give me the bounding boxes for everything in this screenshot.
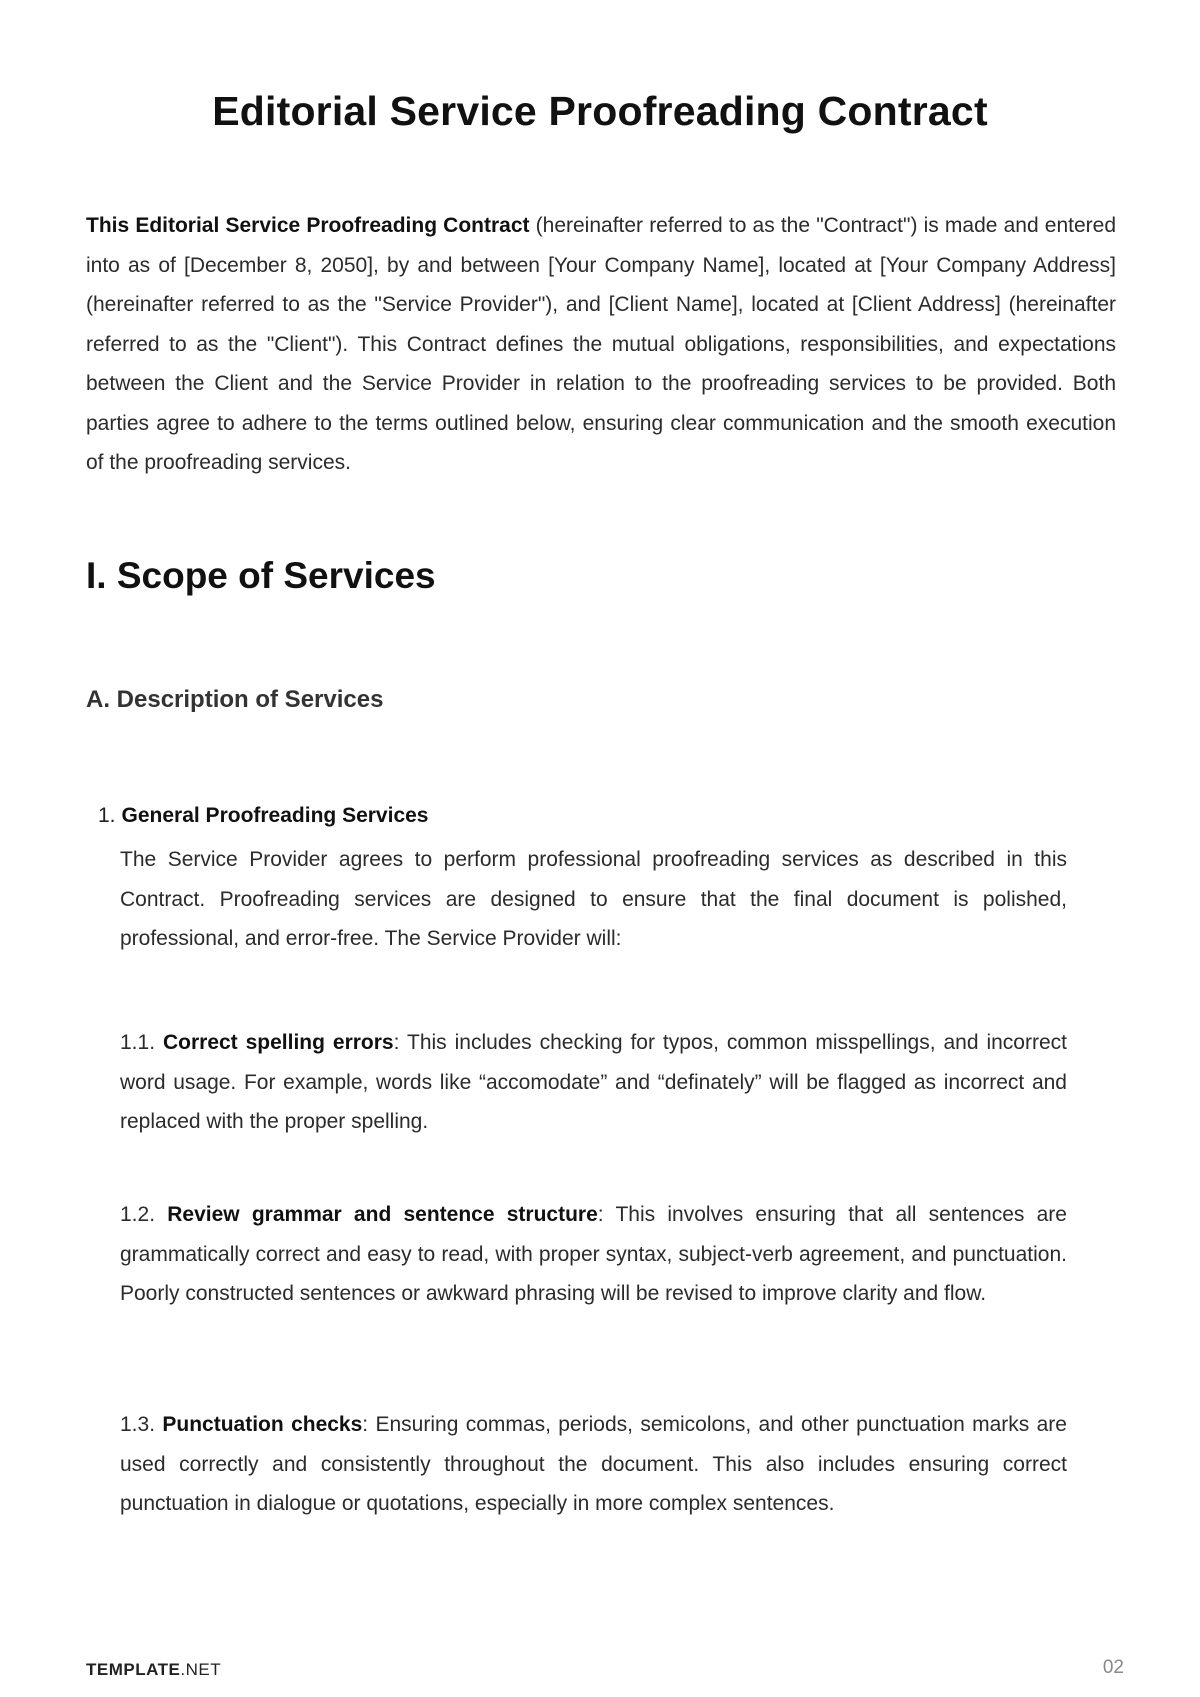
subitem-1-2	[120, 1195, 1067, 1314]
subitem-1-3	[120, 1405, 1067, 1524]
footer-brand: TEMPLATE	[86, 1660, 181, 1679]
intro-text: (hereinafter referred to as the "Contract") is made and entered into as of [December 8, 2050], by and between [Your Company Name], located at [Your Company Address] (hereinafter referred to as the "Service Provider"), and [Client Name], located at [Client Address] (hereinafter referred to as the "Client"). This Contract defines the mutual obligations, responsibilities, and expectations between the Client and the Service Provider in relation to the proofreading services to be provided. Both parties agree to adhere to the terms outlined below, ensuring clear communication and the smooth execution of the proofreading services.	[86, 214, 1116, 474]
subitem-term: Punctuation checks	[162, 1413, 363, 1436]
subitem-text: : This involves ensuring that all sentences are grammatically correct and easy to read, with proper syntax, subject-verb agreement, and punctuation. Poorly constructed sentences or awkward phrasing will be revised to improve clarity and flow.	[120, 1203, 1067, 1305]
item-heading	[98, 804, 428, 828]
footer-tld: .NET	[180, 1660, 222, 1679]
subitem-term: Correct spelling errors	[162, 1031, 394, 1054]
section-heading: I. Scope of Services	[86, 555, 436, 596]
subitem-text: : This includes checking for typos, common misspellings, and incorrect word usage. For example, words like “accomodate” and “definately” will be flagged as incorrect and replaced with the proper spelling.	[120, 1031, 1067, 1133]
subitem-number: 1.2.	[120, 1203, 156, 1226]
page-title: Editorial Service Proofreading Contract	[212, 88, 988, 134]
item-title: General Proofreading Services	[121, 804, 429, 827]
intro-paragraph	[86, 206, 1116, 483]
subitem-number: 1.3.	[120, 1413, 156, 1436]
subitem-1-1	[120, 1023, 1067, 1142]
intro-lead: This Editorial Service Proofreading Contract	[86, 214, 530, 237]
subitem-number: 1.1.	[120, 1031, 156, 1054]
subitem-term: Review grammar and sentence structure	[167, 1203, 598, 1226]
footer-logo	[86, 1660, 221, 1680]
item-number: 1.	[98, 804, 116, 827]
item-description: The Service Provider agrees to perform professional proofreading services as described in this Contract. Proofreading services are designed to ensure that the final document is polished, professional, and error-free. The Service Provider will:	[120, 848, 1067, 950]
sub-heading: A. Description of Services	[86, 686, 384, 713]
page-number: 02	[1102, 1657, 1124, 1678]
subitem-text: : Ensuring commas, periods, semicolons, and other punctuation marks are used correctly and consistently throughout the document. This also includes ensuring correct punctuation in dialogue or quotations, especially in more complex sentences.	[120, 1413, 1067, 1515]
